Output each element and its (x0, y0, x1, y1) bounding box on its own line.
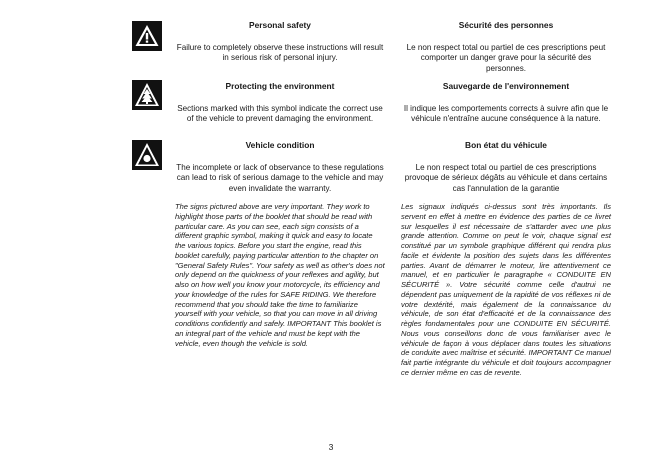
column-french (401, 140, 611, 194)
column-english (175, 81, 385, 125)
section-title: Bon état du véhicule (465, 140, 547, 150)
intro-french (401, 202, 611, 378)
section-text: Il indique les comportements corrects à suivre afin que le véhicule n'entraîne aucune conséquence à la nature. (403, 104, 609, 124)
column-english (175, 140, 385, 194)
column-french (401, 81, 611, 125)
intro-english (175, 202, 385, 348)
intro-text: Les signaux indiqués ci-dessus sont très importants. Ils servent en effet à mettre en évidence des parties de ce livret sur lesquelles il est nécessaire de s'attarder avec une plus grande attention. Comme on peut le voir, chaque signal est constitué par un symbole graphique différent qui rendra plus facile et évidente la position des sujets dans les différentes parties. Avant de démarrer le moteur, lire attentivement ce manuel, et en particulier le paragraphe « CONDUITE EN SÉCURITÉ ». Votre sécurité comme celle d'autrui ne dépendent pas uniquement de la rapidité de vos réflexes ni de votre dextérité, mais également de la connaissance du véhicule, de son état d'efficacité et de la connaissance des règles fondamentales pour une CONDUITE EN SÉCURITÉ. Nous vous conseillons donc de vous familiariser avec le véhicule de façon à vous déplacer dans toutes les situations de conduite avec maîtrise et sécurité. IMPORTANT Ce manuel fait partie intégrante du véhicule et doit toujours accompagner ce dernier même en cas de revente. (401, 202, 611, 377)
intro-text: The signs pictured above are very important. They work to highlight those parts of the booklet that should be read with particular care. As you can see, each sign consists of a different graphic symbol, making it quick and easy to locate the various topics. Before you start the engine, read this booklet carefully, paying particular attention to the chapter on "General Safety Rules". Your safety as well as other's does not only depend on the quickness of your reflexes and agility, but also on how well you know your motorcycle, its efficiency and your knowledge of the rules for SAFE RIDING. We therefore recommend that you should take the time to familiarize yourself with your vehicle, so that you can move in all driving conditions confidently and safely. IMPORTANT This booklet is an integral part of the vehicle and must be kept with the vehicle, even though the vehicle is sold. (175, 202, 385, 348)
vehicle-condition-icon (132, 140, 162, 170)
section-text: Failure to completely observe these instructions will result in serious risk of personal injury. (176, 43, 384, 63)
warning-triangle-icon (132, 21, 162, 51)
column-french (401, 20, 611, 74)
section-text: Sections marked with this symbol indicate the correct use of the vehicle to prevent damaging the environment. (177, 104, 383, 124)
section-title: Protecting the environment (225, 81, 335, 91)
section-title: Personal safety (249, 20, 311, 30)
section-title: Sauvegarde de l'environnement (442, 81, 570, 91)
section-title: Sécurité des personnes (458, 20, 554, 30)
section-text: Le non respect total ou partiel de ces prescriptions provoque de sérieux dégâts au véhicule et dans certains cas l'annulation de la garantie (404, 163, 608, 193)
tree-environment-icon (132, 80, 162, 110)
section-text: Le non respect total ou partiel de ces prescriptions peut comporter un danger grave pour la sécurité des personnes. (406, 43, 606, 73)
section-text: The incomplete or lack of observance to these regulations can lead to risk of serious damage to the vehicle and may even invalidate the warranty. (176, 163, 384, 193)
column-english (175, 20, 385, 64)
section-title: Vehicle condition (245, 140, 315, 150)
page-number: 3 (328, 442, 334, 452)
